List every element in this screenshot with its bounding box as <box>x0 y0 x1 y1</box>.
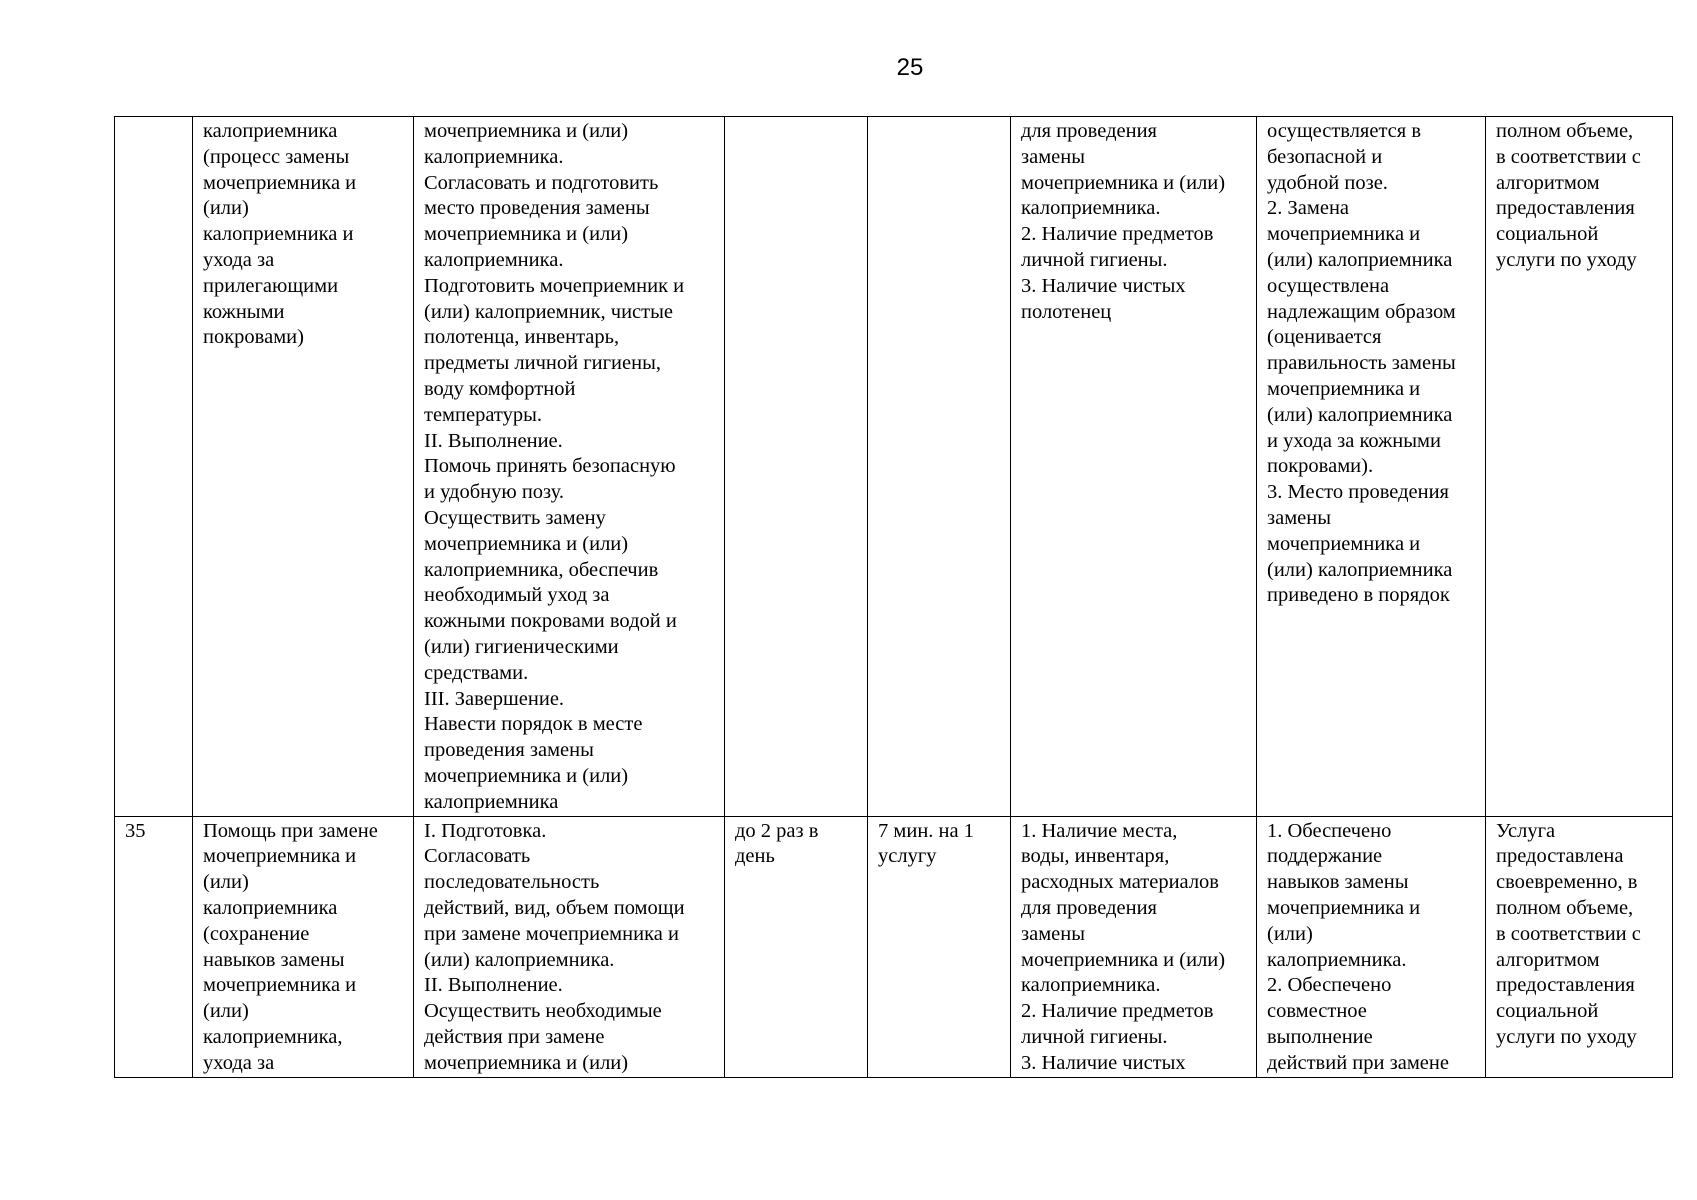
conditions-cell: для проведения замены мочеприемника и (или) калоприемника. 2. Наличие предметов личной гигиены. 3. Наличие чистых полотенец <box>1011 117 1257 817</box>
page-number: 25 <box>896 54 924 81</box>
duration-cell <box>868 117 1011 817</box>
assessment-cell: Услуга предоставлена своевременно, в полном объеме, в соответствии с алгоритмом предоставления социальной услуги по уходу <box>1486 816 1673 1077</box>
service-name-cell: калоприемника (процесс замены мочеприемника и (или) калоприемника и ухода за прилегающими кожными покровами) <box>193 117 414 817</box>
frequency-cell: до 2 раз в день <box>725 816 868 1077</box>
row-number: 35 <box>115 816 193 1077</box>
indicators-cell: 1. Обеспечено поддержание навыков замены мочеприемника и (или) калоприемника. 2. Обеспечено совместное выполнение действий при замене <box>1257 816 1486 1077</box>
table-row <box>115 117 1673 817</box>
frequency-cell <box>725 117 868 817</box>
table-row <box>115 816 1673 1077</box>
service-content-cell: мочеприемника и (или) калоприемника. Согласовать и подготовить место проведения замены мочеприемника и (или) калоприемника. Подготовить мочеприемник и (или) калоприемник, чистые полотенца, инвентарь, предметы личной гигиены, воду комфортной температуры. II. Выполнение. Помочь принять безопасную и удобную позу. Осуществить замену мочеприемника и (или) калоприемника, обеспечив необходимый уход за кожными покровами водой и (или) гигиеническими средствами. III. Завершение. Навести порядок в месте проведения замены мочеприемника и (или) калоприемника <box>414 117 725 817</box>
service-content-cell: I. Подготовка. Согласовать последовательность действий, вид, объем помощи при замене мочеприемника и (или) калоприемника. II. Выполнение. Осуществить необходимые действия при замене мочеприемника и (или) <box>414 816 725 1077</box>
row-number <box>115 117 193 817</box>
service-name-cell: Помощь при замене мочеприемника и (или) калоприемника (сохранение навыков замены мочеприемника и (или) калоприемника, ухода за <box>193 816 414 1077</box>
indicators-cell: осуществляется в безопасной и удобной позе. 2. Замена мочеприемника и (или) калоприемника осуществлена надлежащим образом (оценивается правильность замены мочеприемника и (или) калоприемника и ухода за кожными покровами). 3. Место проведения замены мочеприемника и (или) калоприемника приведено в порядок <box>1257 117 1486 817</box>
duration-cell: 7 мин. на 1 услугу <box>868 816 1011 1077</box>
conditions-cell: 1. Наличие места, воды, инвентаря, расходных материалов для проведения замены мочеприемника и (или) калоприемника. 2. Наличие предметов личной гигиены. 3. Наличие чистых <box>1011 816 1257 1077</box>
services-table <box>114 116 1673 1078</box>
assessment-cell: полном объеме, в соответствии с алгоритмом предоставления социальной услуги по уходу <box>1486 117 1673 817</box>
